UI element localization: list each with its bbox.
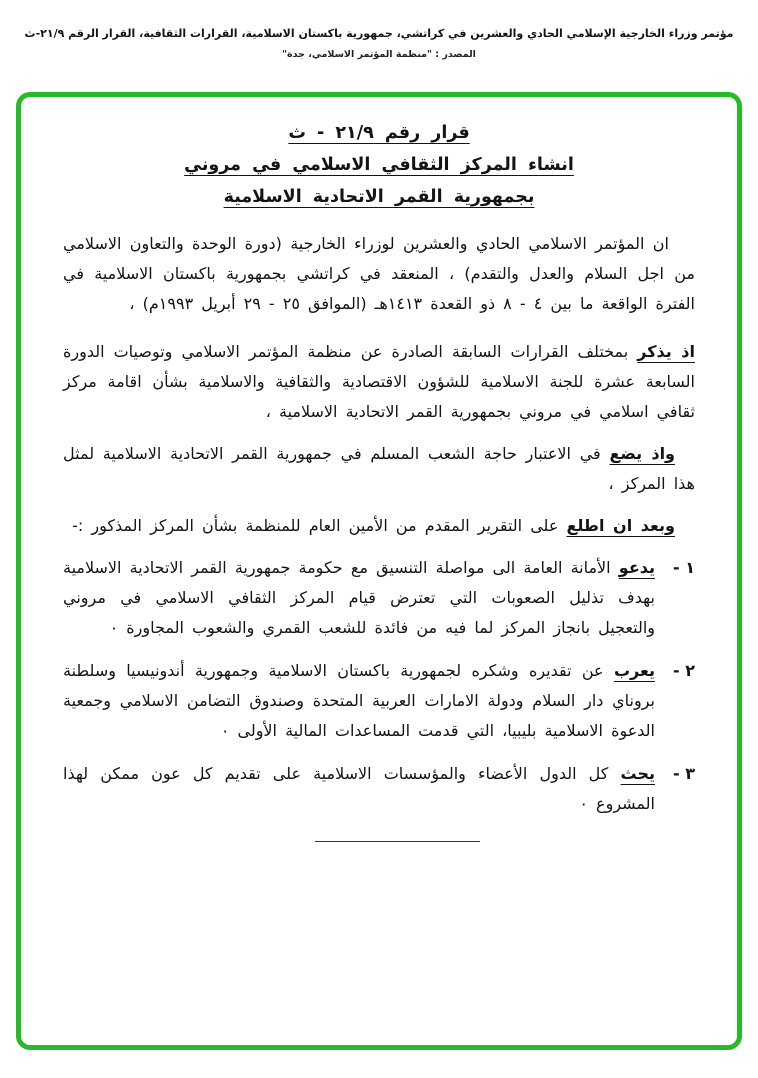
paragraph-lead: اذ يذكر — [637, 342, 696, 361]
preamble-paragraphs — [63, 229, 695, 541]
lead-separator — [628, 342, 637, 361]
lead-separator — [611, 558, 619, 577]
lead-separator — [604, 661, 614, 680]
footer-divider — [315, 841, 480, 842]
title-line — [63, 117, 695, 149]
paragraph-text: في الاعتبار حاجة الشعب المسلم في جمهورية القمر الاتحادية الاسلامية لمثل هذا المركز ، — [63, 444, 695, 493]
item-text: الأمانة العامة الى مواصلة التنسيق مع حكومة جمهورية القمر الاتحادية الاسلامية بهدف تذليل الصعوبات التي تعترض قيام المركز الثقافي الاسلامي في مروني والتعجيل بانجاز المركز لما فيه من فائدة للشعب القمري والشعوب المجاورة ٠ — [63, 558, 655, 637]
title-line — [63, 149, 695, 181]
title-text: بجمهورية القمر الاتحادية الاسلامية — [223, 187, 535, 207]
item-text: كل الدول الأعضاء والمؤسسات الاسلامية على تقديم كل عون ممكن لهذا المشروع ٠ — [63, 764, 655, 813]
header-citation: مؤتمر وزراء الخارجية الإسلامي الحادي والعشرين في كراتشي، جمهورية باكستان الاسلامية، القرارات الثقافية، القرار الرقم ٢١/٩-ث — [24, 27, 734, 40]
item-body — [63, 656, 655, 746]
operative-items — [63, 553, 695, 819]
preamble-paragraph — [63, 511, 695, 541]
item-lead: يدعو — [618, 558, 655, 577]
preamble-paragraph — [63, 337, 695, 427]
item-number: ٢ - — [673, 661, 695, 680]
resolution-item — [63, 553, 695, 643]
preamble-paragraph — [63, 439, 695, 499]
resolution-item — [63, 656, 695, 746]
resolution-body — [21, 97, 737, 1045]
document-header — [10, 26, 748, 60]
title-text: قرار رقم ٢١/٩ - ث — [288, 123, 470, 143]
green-frame — [16, 92, 742, 1050]
item-text: عن تقديره وشكره لجمهورية باكستان الاسلامية وجمهورية أندونيسيا وسلطنة بروناي دار السلام ودولة الامارات العربية المتحدة وصندوق التضامن الاسلامي وجمعية الدعوة الاسلامية بليبيا، التي قدمت المساعدات المالية الأولى ٠ — [63, 661, 655, 740]
header-source: المصدر : "منظمة المؤتمر الاسلامي، جدة" — [282, 49, 476, 60]
item-lead: يعرب — [613, 661, 656, 680]
item-number: ١ - — [673, 558, 695, 577]
paragraph-lead: وبعد ان اطلع — [566, 516, 675, 535]
title-text: انشاء المركز الثقافي الاسلامي في مروني — [184, 155, 574, 175]
item-body — [63, 759, 655, 819]
resolution-item — [63, 759, 695, 819]
paragraph-lead: واذ يضع — [609, 444, 675, 463]
paragraph-text: على التقرير المقدم من الأمين العام للمنظمة بشأن المركز المذكور :- — [72, 516, 559, 535]
paragraph-text: بمختلف القرارات السابقة الصادرة عن منظمة المؤتمر الاسلامي وتوصيات الدورة السابعة عشرة للجنة الاسلامية للشؤون الاقتصادية والثقافية والاسلامية بشأن اقامة مركز ثقافي اسلامي في مروني بجمهورية القمر الاتحادية الاسلامية ، — [63, 342, 695, 421]
preamble-paragraph — [63, 229, 695, 319]
lead-separator — [608, 764, 620, 783]
item-number: ٣ - — [673, 764, 695, 783]
title-line — [63, 181, 695, 213]
item-body — [63, 553, 655, 643]
paragraph-text: ان المؤتمر الاسلامي الحادي والعشرين لوزراء الخارجية (دورة الوحدة والتعاون الاسلامي من اجل السلام والعدل والتقدم) ، المنعقد في كراتشي بجمهورية باكستان الاسلامية في الفترة الواقعة ما بين ٤ - ٨ ذو القعدة ١٤١٣هـ (الموافق ٢٥ - ٢٩ أبريل ١٩٩٣م) ، — [63, 234, 695, 313]
resolution-title-block — [63, 117, 695, 213]
item-lead: يحث — [620, 764, 655, 783]
